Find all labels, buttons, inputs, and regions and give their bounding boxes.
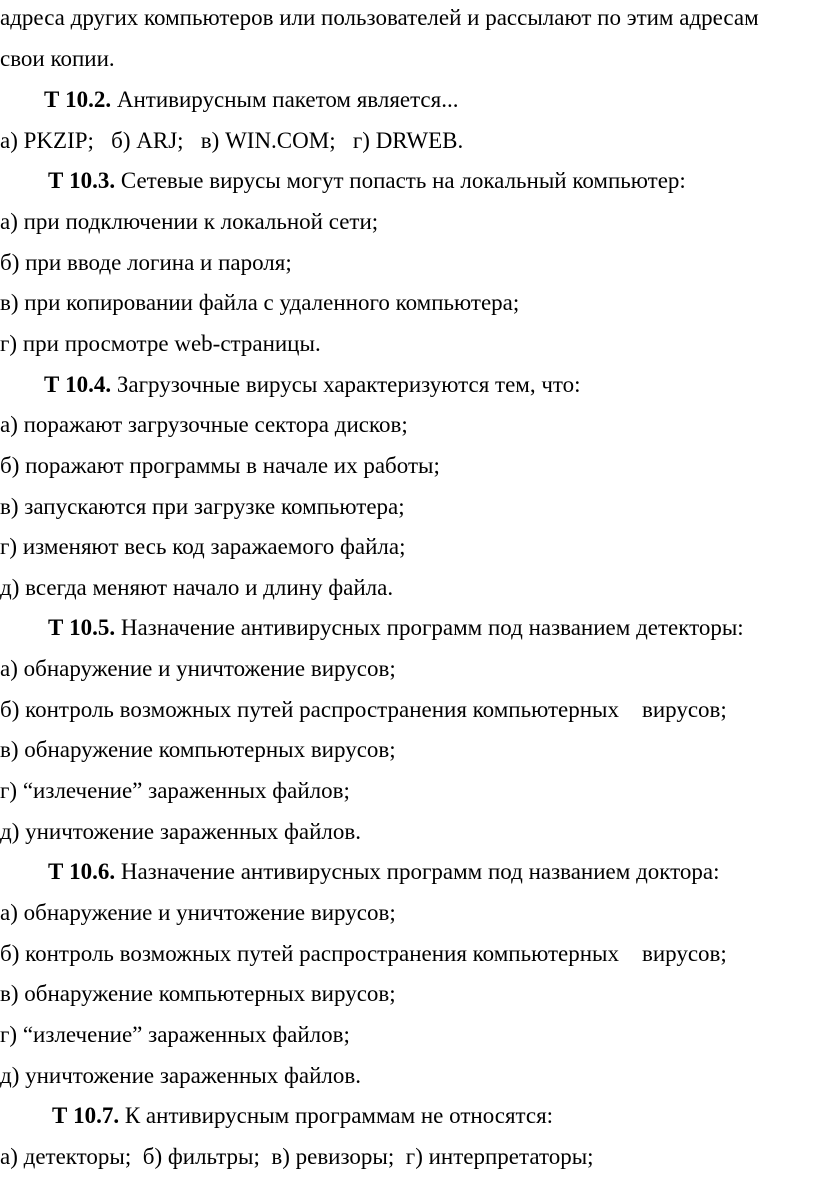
answer-option: д) всегда меняют начало и длину файла. xyxy=(0,575,394,600)
question-text: Назначение антивирусных программ под названием доктора: xyxy=(115,859,720,884)
answer-option: а) обнаружение и уничтожение вирусов; xyxy=(0,656,396,681)
answer-option: б) контроль возможных путей распространения компьютерных вирусов; xyxy=(0,697,727,722)
answer-option: д) уничтожение зараженных файлов. xyxy=(0,1063,361,1088)
answer-option: г) “излечение” зараженных файлов; xyxy=(0,1022,350,1047)
question-text: Загрузочные вирусы характеризуются тем, что: xyxy=(111,372,581,397)
answer-option: г) “излечение” зараженных файлов; xyxy=(0,778,350,803)
question-heading xyxy=(48,166,686,196)
answer-option: г) изменяют весь код заражаемого файла; xyxy=(0,534,406,559)
answer-option: в) обнаружение компьютерных вирусов; xyxy=(0,981,396,1006)
answer-option: в) запускаются при загрузке компьютера; xyxy=(0,494,405,519)
answer-option: д) уничтожение зараженных файлов. xyxy=(0,819,361,844)
question-heading xyxy=(48,857,719,887)
question-heading xyxy=(48,613,744,643)
answer-option: в) при копировании файла с удаленного компьютера; xyxy=(0,290,520,315)
answer-option: б) при вводе логина и пароля; xyxy=(0,250,292,275)
answer-option: в) обнаружение компьютерных вирусов; xyxy=(0,737,396,762)
question-number: Т 10.4. xyxy=(44,372,112,397)
question-number: Т 10.6. xyxy=(48,859,116,884)
question-number: Т 10.2. xyxy=(44,87,112,112)
answer-option: г) при просмотре web-страницы. xyxy=(0,331,321,356)
answer-option: а) поражают загрузочные сектора дисков; xyxy=(0,412,408,437)
answer-option: а) обнаружение и уничтожение вирусов; xyxy=(0,900,396,925)
answer-option: б) контроль возможных путей распространения компьютерных вирусов; xyxy=(0,941,727,966)
question-heading xyxy=(44,85,458,115)
answer-option: б) поражают программы в начале их работы; xyxy=(0,453,440,478)
question-number: Т 10.7. xyxy=(52,1103,120,1128)
question-number: Т 10.5. xyxy=(48,615,116,640)
answer-option: а) при подключении к локальной сети; xyxy=(0,209,379,234)
intro-line: адреса других компьютеров или пользователей и рассылают по этим адресам xyxy=(0,5,759,30)
question-heading xyxy=(52,1101,553,1131)
question-heading xyxy=(44,370,581,400)
question-text: Антивирусным пакетом является... xyxy=(111,87,459,112)
question-number: Т 10.3. xyxy=(48,168,116,193)
intro-line: свои копии. xyxy=(0,46,115,71)
question-text: Сетевые вирусы могут попасть на локальный компьютер: xyxy=(115,168,686,193)
question-text: К антивирусным программам не относятся: xyxy=(119,1103,554,1128)
answer-option: а) детекторы; б) фильтры; в) ревизоры; г) интерпретаторы; xyxy=(0,1144,594,1169)
question-text: Назначение антивирусных программ под названием детекторы: xyxy=(115,615,744,640)
answer-option: а) PKZIP; б) ARJ; в) WIN.COM; г) DRWEB. xyxy=(0,128,464,153)
